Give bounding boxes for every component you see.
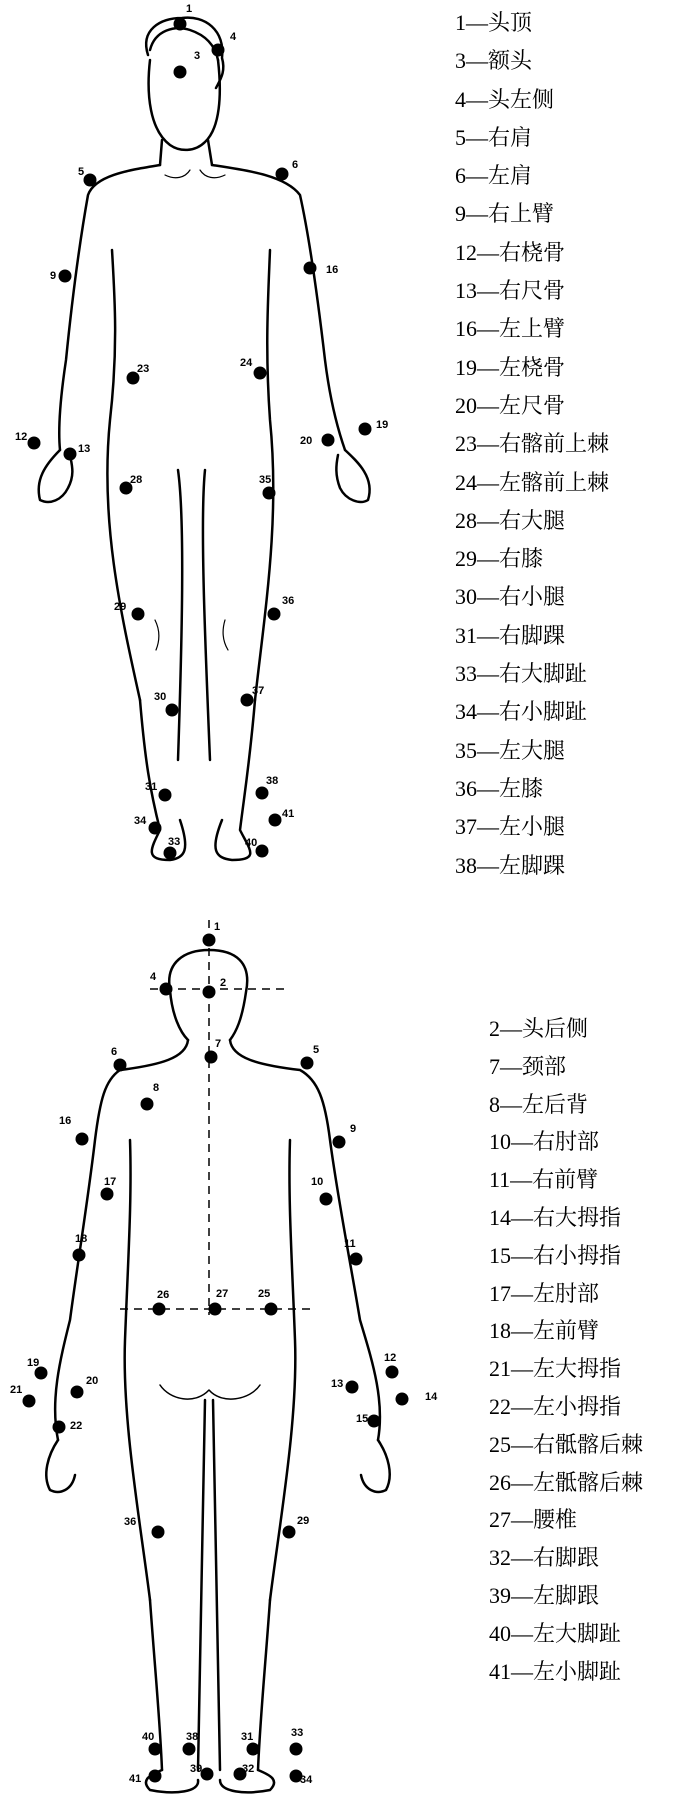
marker-dot: [212, 44, 225, 57]
marker-dot: [149, 1743, 162, 1756]
marker-number: 13: [331, 1378, 344, 1390]
legend-item: 2—头后侧: [489, 1016, 589, 1041]
marker-number: 1: [214, 921, 221, 933]
marker-dot: [304, 262, 317, 275]
legend-item: 5—右肩: [455, 124, 533, 150]
back-guide-lines: [120, 920, 310, 1315]
marker-dot: [301, 1057, 314, 1070]
marker-dot: [71, 1386, 84, 1399]
marker-dot: [276, 168, 289, 181]
marker-dot: [346, 1381, 359, 1394]
front-marker-numbers: [15, 3, 388, 849]
marker-number: 29: [114, 601, 127, 613]
legend-item: 10—右肘部: [489, 1129, 600, 1155]
marker-dot: [174, 18, 187, 31]
marker-number: 30: [154, 691, 167, 703]
marker-number: 36: [124, 1516, 137, 1528]
marker-number: 7: [215, 1038, 222, 1050]
marker-number: 24: [240, 357, 253, 369]
marker-dot: [256, 787, 269, 800]
marker-number: 37: [252, 685, 265, 697]
marker-number: 38: [266, 775, 279, 787]
marker-number: 41: [282, 808, 295, 820]
marker-number: 40: [245, 837, 258, 849]
legend-item: 11—右前臂: [489, 1167, 599, 1193]
legend-item: 4—头左侧: [455, 86, 555, 112]
marker-dot: [320, 1193, 333, 1206]
legend-item: 16—左上臂: [455, 316, 566, 342]
marker-dot: [333, 1136, 346, 1149]
marker-number: 35: [259, 474, 272, 486]
marker-number: 15: [356, 1413, 369, 1425]
marker-number: 1: [186, 3, 193, 15]
legend-item: 31—右脚踝: [455, 622, 566, 648]
marker-dot: [73, 1249, 86, 1262]
marker-dot: [160, 983, 173, 996]
marker-number: 16: [59, 1115, 72, 1127]
marker-dot: [268, 608, 281, 621]
front-body-diagram: [0, 0, 450, 880]
marker-number: 11: [344, 1238, 356, 1250]
marker-dot: [386, 1366, 399, 1379]
marker-number: 2: [220, 977, 227, 989]
marker-number: 32: [242, 1763, 255, 1775]
legend-item: 39—左脚跟: [489, 1582, 600, 1608]
marker-number: 34: [134, 815, 147, 827]
marker-dot: [164, 847, 177, 860]
back-legend: [489, 1010, 643, 1690]
legend-item: 20—左尺骨: [455, 392, 566, 418]
legend-item: 14—右大拇指: [489, 1204, 622, 1230]
back-body-diagram: [0, 900, 450, 1797]
marker-number: 34: [300, 1774, 313, 1786]
marker-dot: [141, 1098, 154, 1111]
marker-number: 9: [350, 1123, 357, 1135]
marker-dot: [114, 1059, 127, 1072]
marker-dot: [322, 434, 335, 447]
legend-item: 1—头顶: [455, 10, 533, 35]
marker-number: 6: [111, 1046, 118, 1058]
marker-number: 28: [130, 474, 143, 486]
marker-number: 31: [145, 781, 158, 793]
marker-number: 41: [129, 1773, 142, 1785]
marker-number: 20: [300, 435, 313, 447]
marker-number: 5: [78, 166, 85, 178]
marker-number: 33: [291, 1727, 304, 1739]
marker-dot: [159, 789, 172, 802]
front-markers: [28, 18, 372, 860]
marker-dot: [368, 1415, 381, 1428]
marker-dot: [28, 437, 41, 450]
back-body-outline: [46, 950, 389, 1792]
marker-dot: [183, 1743, 196, 1756]
legend-item: 19—左桡骨: [455, 354, 566, 380]
marker-number: 9: [50, 270, 57, 282]
legend-item: 18—左前臂: [489, 1318, 600, 1344]
marker-number: 16: [326, 264, 339, 276]
legend-item: 40—左大脚趾: [489, 1620, 622, 1646]
marker-dot: [84, 174, 97, 187]
marker-dot: [283, 1526, 296, 1539]
legend-item: 26—左骶髂后棘: [489, 1469, 644, 1495]
marker-number: 17: [104, 1176, 117, 1188]
marker-number: 12: [15, 431, 28, 443]
legend-item: 30—右小腿: [455, 584, 566, 610]
marker-dot: [254, 367, 267, 380]
marker-dot: [64, 448, 77, 461]
legend-item: 24—左髂前上棘: [455, 469, 610, 495]
marker-number: 40: [142, 1731, 155, 1743]
legend-item: 36—左膝: [455, 775, 544, 801]
marker-number: 19: [27, 1357, 40, 1369]
marker-dot: [174, 66, 187, 79]
marker-dot: [350, 1253, 363, 1266]
legend-item: 3—额头: [455, 48, 533, 74]
legend-item: 32—右脚跟: [489, 1545, 600, 1571]
marker-dot: [152, 1526, 165, 1539]
legend-item: 21—左大拇指: [489, 1356, 622, 1382]
legend-item: 35—左大腿: [455, 737, 566, 763]
marker-dot: [132, 608, 145, 621]
marker-dot: [76, 1133, 89, 1146]
marker-number: 38: [186, 1731, 199, 1743]
marker-number: 20: [86, 1375, 99, 1387]
legend-item: 28—右大腿: [455, 507, 566, 533]
legend-item: 38—左脚踝: [455, 852, 566, 878]
marker-dot: [53, 1421, 66, 1434]
marker-dot: [23, 1395, 36, 1408]
legend-item: 29—右膝: [455, 546, 544, 572]
marker-number: 26: [157, 1289, 170, 1301]
marker-number: 31: [241, 1731, 254, 1743]
marker-dot: [396, 1393, 409, 1406]
front-legend: [455, 4, 609, 885]
legend-item: 23—右髂前上棘: [455, 431, 610, 457]
marker-number: 12: [384, 1352, 397, 1364]
legend-item: 7—颈部: [489, 1053, 567, 1079]
marker-dot: [209, 1303, 222, 1316]
legend-item: 33—右大脚趾: [455, 661, 588, 687]
marker-number: 25: [258, 1288, 271, 1300]
marker-number: 18: [75, 1233, 88, 1245]
back-markers: [23, 934, 409, 1783]
marker-number: 5: [313, 1044, 320, 1056]
marker-number: 19: [376, 419, 389, 431]
marker-number: 13: [78, 443, 91, 455]
marker-number: 14: [425, 1391, 438, 1403]
marker-number: 3: [194, 50, 201, 62]
legend-item: 12—右桡骨: [455, 239, 566, 265]
marker-number: 4: [150, 971, 157, 983]
legend-item: 34—右小脚趾: [455, 699, 588, 725]
marker-number: 8: [153, 1082, 160, 1094]
marker-dot: [205, 1051, 218, 1064]
marker-dot: [265, 1303, 278, 1316]
legend-item: 37—左小腿: [455, 814, 566, 840]
marker-dot: [263, 487, 276, 500]
front-body-outline: [39, 18, 370, 860]
marker-dot: [59, 270, 72, 283]
marker-dot: [201, 1768, 214, 1781]
legend-item: 15—右小拇指: [489, 1242, 622, 1268]
marker-dot: [203, 986, 216, 999]
marker-dot: [203, 934, 216, 947]
marker-number: 33: [168, 836, 181, 848]
legend-item: 9—右上臂: [455, 201, 555, 227]
marker-number: 6: [292, 159, 299, 171]
marker-number: 22: [70, 1420, 83, 1432]
marker-dot: [166, 704, 179, 717]
marker-number: 10: [311, 1176, 324, 1188]
legend-item: 8—左后背: [489, 1091, 589, 1117]
marker-number: 29: [297, 1515, 310, 1527]
marker-number: 27: [216, 1288, 229, 1300]
legend-item: 13—右尺骨: [455, 278, 566, 304]
marker-dot: [359, 423, 372, 436]
legend-item: 6—左肩: [455, 163, 533, 189]
marker-dot: [256, 845, 269, 858]
back-marker-numbers: [10, 921, 438, 1786]
legend-item: 17—左肘部: [489, 1280, 600, 1306]
marker-number: 36: [282, 595, 295, 607]
marker-number: 23: [137, 363, 150, 375]
marker-number: 21: [10, 1384, 23, 1396]
legend-item: 27—腰椎: [489, 1507, 578, 1533]
legend-item: 25—右骶髂后棘: [489, 1431, 644, 1457]
marker-dot: [290, 1743, 303, 1756]
marker-dot: [269, 814, 282, 827]
legend-item: 41—左小脚趾: [489, 1658, 622, 1684]
marker-dot: [247, 1743, 260, 1756]
legend-item: 22—左小拇指: [489, 1393, 622, 1419]
marker-dot: [149, 1770, 162, 1783]
marker-number: 39: [190, 1763, 203, 1775]
marker-dot: [153, 1303, 166, 1316]
marker-dot: [149, 822, 162, 835]
marker-dot: [101, 1188, 114, 1201]
marker-number: 4: [230, 31, 237, 43]
